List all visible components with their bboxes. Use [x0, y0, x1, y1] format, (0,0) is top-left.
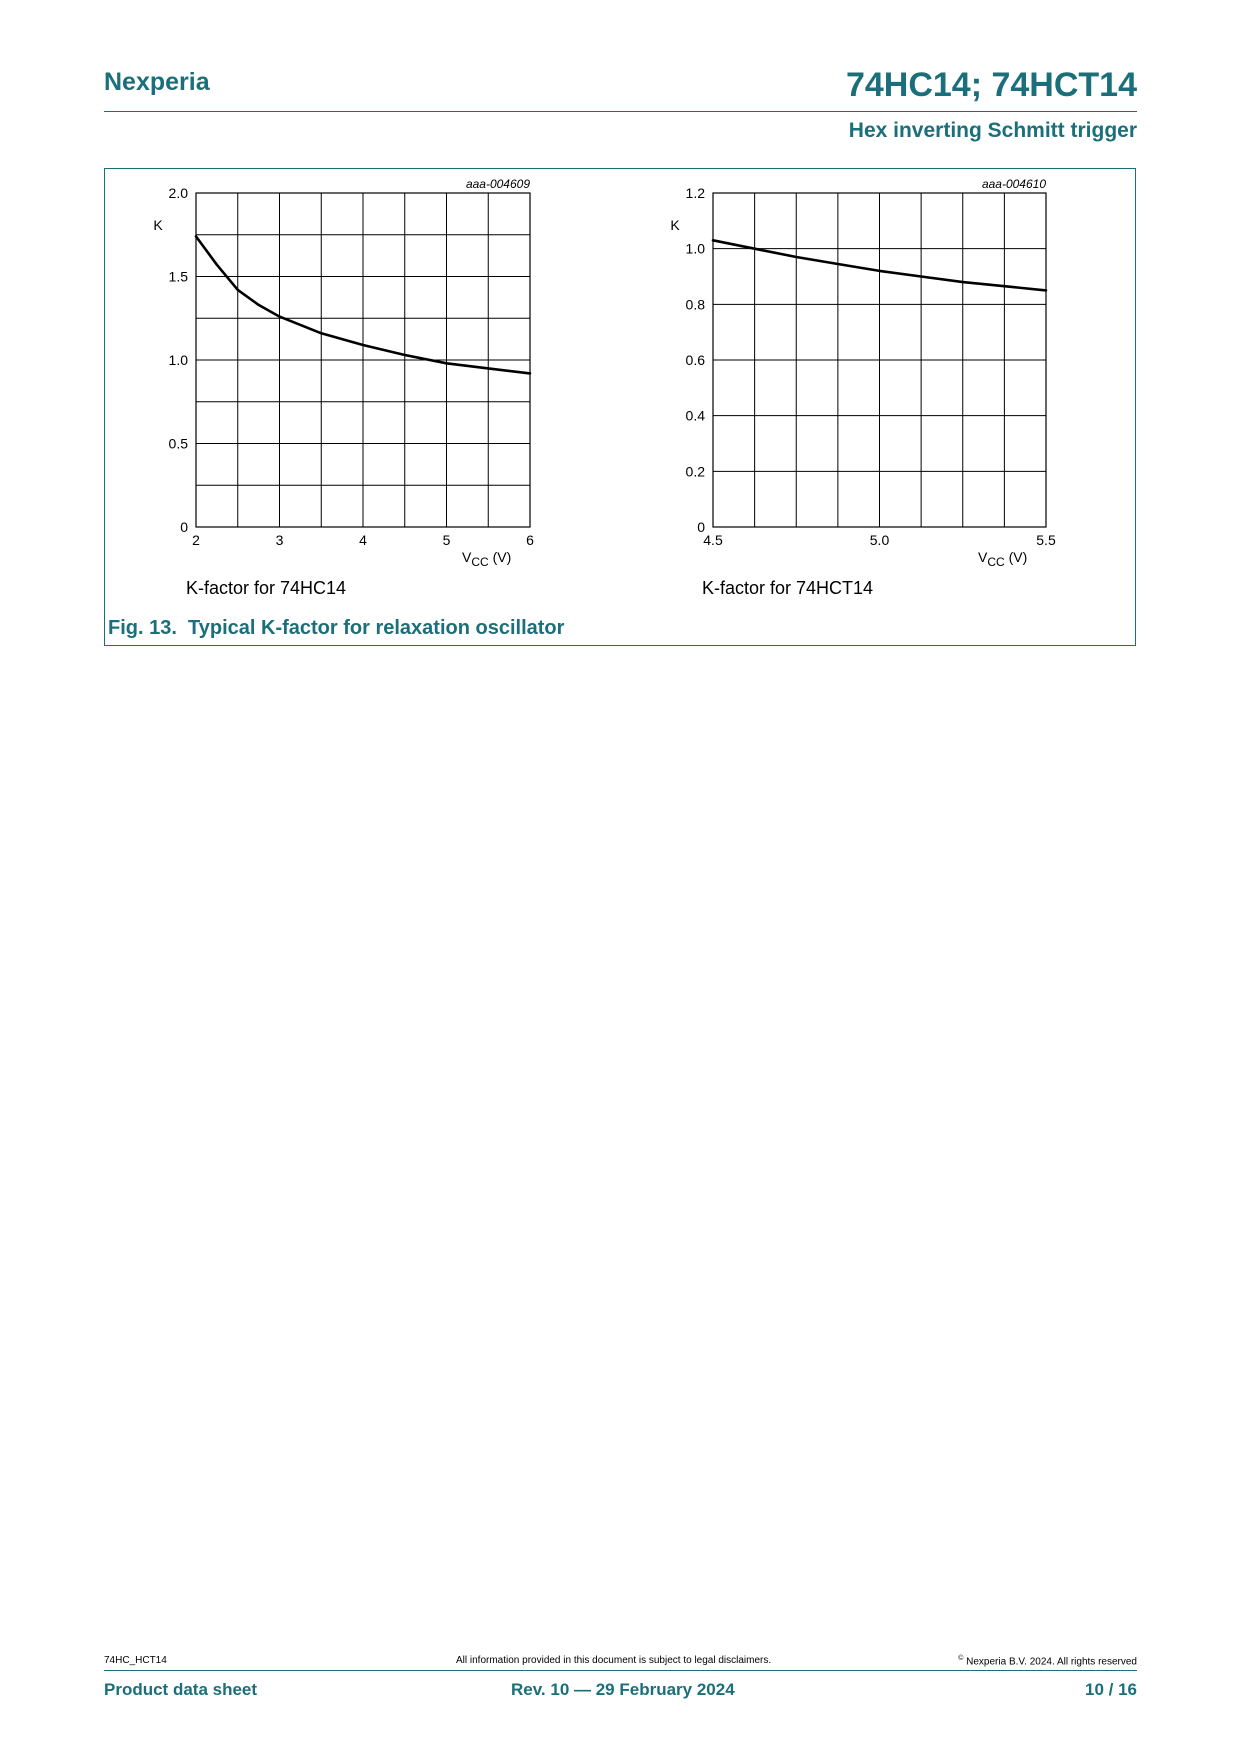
chart1-diagram-id: aaa-004609 — [465, 177, 530, 191]
chart1-x-tick-label: 5 — [442, 532, 451, 548]
chart1-caption: K-factor for 74HC14 — [186, 578, 347, 598]
footer-disclaimer: All information provided in this document is subject to legal disclaimers. — [456, 1655, 772, 1666]
figure-caption: Fig. 13. Typical K-factor for relaxation oscillator — [108, 617, 565, 639]
chart2-y-tick-label: 1.0 — [685, 240, 705, 257]
chart2-x-tick-label: 5.0 — [869, 532, 890, 548]
copyright-text: Nexperia B.V. 2024. All rights reserved — [963, 1656, 1137, 1668]
footer-doc-type: Product data sheet — [104, 1680, 258, 1699]
chart1-x-axis-label: VCC (V) — [462, 549, 512, 569]
footer-doc-id: 74HC_HCT14 — [104, 1655, 167, 1666]
chart1-y-tick-label: 0 — [180, 519, 188, 535]
chart2-y-tick-label: 0.2 — [685, 463, 705, 480]
chart2-x-tick-label: 5.5 — [1036, 532, 1056, 548]
chart1-x-tick-label: 3 — [275, 532, 284, 548]
chart1-y-axis-label: K — [153, 217, 163, 233]
footer-copyright — [958, 1655, 1137, 1667]
chart2-y-axis-label: K — [670, 217, 680, 233]
chart2-y-tick-label: 1.2 — [685, 185, 705, 201]
chart2-y-tick-label: 0.4 — [685, 407, 705, 424]
document-title: 74HC14; 74HCT14 — [845, 66, 1137, 104]
chart1-y-tick-label: 2.0 — [168, 185, 188, 201]
copyright-mark: © — [958, 1655, 964, 1662]
chart1-x-tick-label: 6 — [526, 532, 534, 548]
chart2-y-tick-label: 0.6 — [685, 352, 705, 368]
chart1-x-tick-label: 2 — [192, 532, 200, 548]
chart2-y-tick-label: 0.8 — [685, 296, 705, 313]
footer-divider — [104, 1670, 1137, 1671]
chart2-x-tick-label: 4.5 — [703, 532, 723, 548]
chart2-y-tick-label: 0 — [697, 519, 705, 535]
chart2-diagram-id: aaa-004610 — [981, 177, 1046, 191]
chart1-y-tick-label: 0.5 — [168, 435, 188, 452]
chart2-caption: K-factor for 74HCT14 — [702, 578, 874, 598]
chart1-x-tick-label: 4 — [359, 532, 367, 548]
chart2-x-axis-label: VCC (V) — [978, 549, 1028, 569]
footer-page-number: 10 / 16 — [1085, 1680, 1137, 1699]
chart1-y-tick-label: 1.0 — [168, 352, 188, 368]
chart1-y-tick-label: 1.5 — [168, 268, 188, 285]
document-subtitle: Hex inverting Schmitt trigger — [848, 119, 1137, 142]
footer-revision: Rev. 10 — 29 February 2024 — [511, 1680, 735, 1699]
brand-logo-text: Nexperia — [104, 68, 210, 96]
